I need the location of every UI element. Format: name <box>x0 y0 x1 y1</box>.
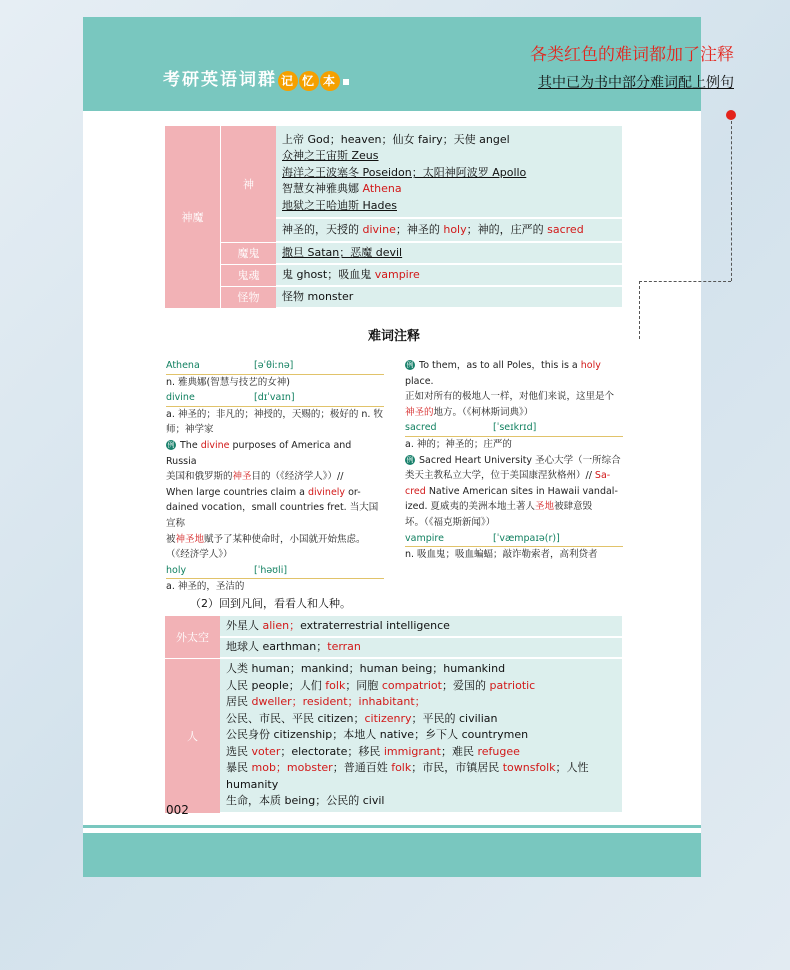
definition: a. 神圣的；非凡的；神授的，天赐的；极好的 n. 牧师；神学家 <box>166 408 383 436</box>
definition: n. 吸血鬼；吸血蝙蝠；敲诈勒索者，高利贷者 <box>405 549 598 561</box>
table-cell: 撒旦 Satan；恶魔 devil <box>276 242 622 264</box>
table-cell: 地球人 earthman；terran <box>220 637 622 658</box>
example: ized. 夏威夷的美洲本地土著人圣地被肆意毁 <box>405 501 593 513</box>
callout-line <box>639 281 731 282</box>
example: （《经济学人》） <box>166 549 233 561</box>
title-badge-yi: 忆 <box>299 71 319 91</box>
definition: n. 雅典娜(智慧与技艺的女神) <box>166 376 290 388</box>
definition: a. 神圣的，圣洁的 <box>166 581 245 593</box>
example: 例 To them，as to all Poles，this is a holy place. <box>405 360 601 387</box>
notes-right-column <box>405 358 623 563</box>
notes-left-column <box>166 358 384 595</box>
example-icon: 例 <box>406 361 414 369</box>
sub-cell: 魔鬼 <box>221 242 277 264</box>
row-text: 地狱之王哈迪斯 Hades <box>282 198 397 212</box>
table-cell: 人类 human；mankind；human being；humankind 人民 people；人们 folk；同胞 compatriot；爱国的 patriotic 居民 dweller；resident；inhabitant； 公民、市民、平民 citizen；citizenry；平民的 civilian 公民身份 citizenship；本地人 native；乡下人 countrymen 选民 voter；electorate；移民 immigrant；难民 refugee 暴民 mob；mobster；普通百姓 folk；市民，市镇居民 townsfolk；人性 humanity 生命，本质 being；公民的 civil <box>220 658 622 813</box>
title-square-icon <box>343 79 349 85</box>
example: When large countries claim a divinely or- <box>166 486 361 498</box>
footer-band <box>83 833 701 877</box>
table-cell: 神圣的，天授的 divine；神圣的 holy；神的，庄严的 sacred <box>276 218 622 242</box>
table-cell: 怪物 monster <box>276 286 622 308</box>
row-text: 众神之王宙斯 Zeus <box>282 149 379 163</box>
row-text: 智慧女神雅典娜 Athena <box>282 182 402 196</box>
table-cell: 外星人 alien；extraterrestrial intelligence <box>220 616 622 637</box>
sub-cell: 神 <box>221 126 277 242</box>
example: 类天主教私立大学，位于美国康涅狄格州）// Sa- <box>405 470 611 482</box>
example: cred Native American sites in Hawaii vandal- <box>405 485 618 497</box>
row-text: 海洋之王波塞冬 Poseidon；太阳神阿波罗 Apollo <box>282 165 527 179</box>
example: 例 The divine purposes of America and Russia <box>166 439 352 467</box>
group-cell: 人 <box>165 658 220 813</box>
headword-row: Athena [əˈθiːnə] <box>166 358 384 375</box>
row-text: 上帝 God；heaven；仙女 fairy；天使 angel <box>282 132 510 146</box>
example: 美国和俄罗斯的神圣目的（《经济学人》）// <box>166 471 344 483</box>
example-icon: 例 <box>167 440 175 449</box>
example: 神圣的地方。（《柯林斯词典》） <box>405 406 534 418</box>
example: 被神圣地赋予了某种使命时，小国就开始焦虑。 <box>166 533 366 545</box>
headword-row: holy [ˈhəʊli] <box>166 563 384 580</box>
example: 正如对所有的极地人一样，对他们来说，这里是个 <box>405 391 615 403</box>
note-red: 各类红色的难词都加了注释 <box>530 45 734 65</box>
vocab-table-people <box>165 616 622 814</box>
table-cell <box>276 126 622 218</box>
callout-line <box>731 121 732 281</box>
sub-cell: 鬼魂 <box>221 264 277 286</box>
definition: a. 神的；神圣的；庄严的 <box>405 438 512 450</box>
callout-dot-icon <box>726 110 736 120</box>
headword-row: vampire [ˈvæmpaɪə(r)] <box>405 531 623 548</box>
headword-row: divine [dɪˈvaɪn] <box>166 390 384 407</box>
example: 例 Sacred Heart University 圣心大学（一所综合 <box>406 454 621 466</box>
page-number: 002 <box>166 803 189 817</box>
section-heading: （2）回到凡间，看看人和人种。 <box>190 597 351 610</box>
title-badge-ben: 本 <box>320 71 340 91</box>
note-black: 其中已为书中部分难词配上例句 <box>538 75 734 91</box>
book-title-text: 考研英语词群 <box>163 70 277 90</box>
section-title: 难词注释 <box>368 329 421 344</box>
headword-row: sacred [ˈseɪkrɪd] <box>405 420 623 437</box>
table-cell: 鬼 ghost；吸血鬼 vampire <box>276 264 622 286</box>
callout-line <box>639 281 640 339</box>
vocab-table-gods <box>165 126 622 309</box>
example-icon: 例 <box>406 455 414 464</box>
sub-cell: 怪物 <box>221 286 277 308</box>
group-cell: 外太空 <box>165 616 220 658</box>
example: dained vocation，small countries fret. 当大国宣称 <box>166 502 379 529</box>
example: 坏。（《福克斯新闻》） <box>405 516 496 528</box>
book-title <box>163 65 349 91</box>
footer-rule <box>83 825 701 828</box>
title-badge-ji: 记 <box>278 71 298 91</box>
group-cell: 神魔 <box>165 126 221 308</box>
